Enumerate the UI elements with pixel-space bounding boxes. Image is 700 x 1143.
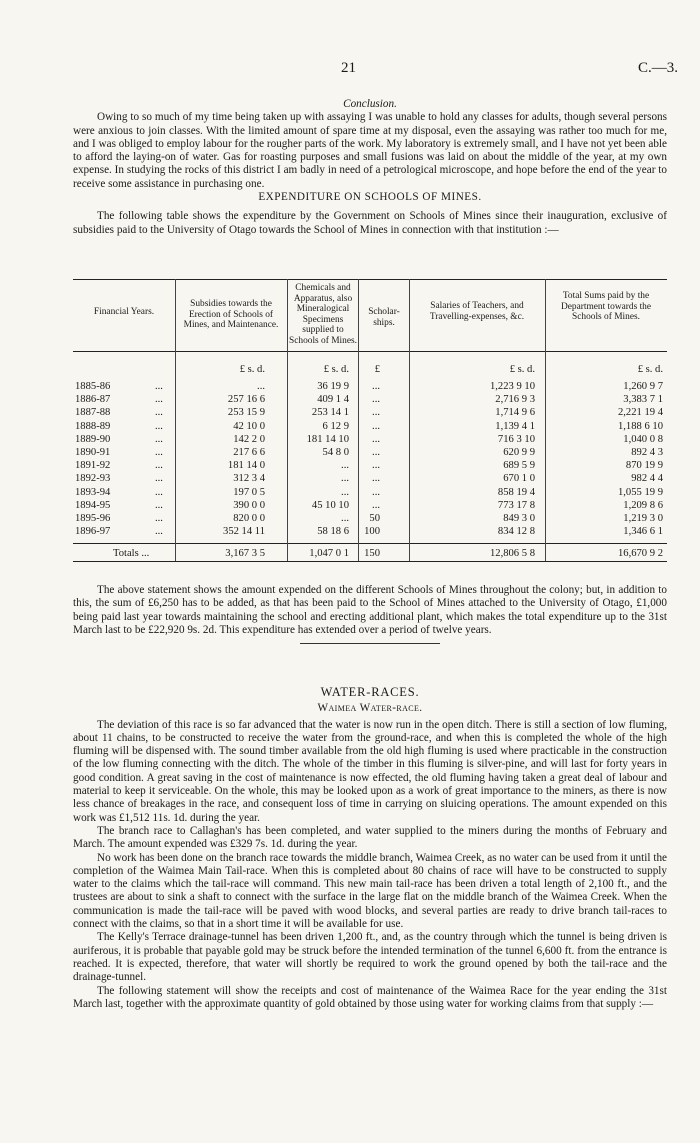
table-cell-year: 1885-86 [75, 381, 111, 392]
header-scholarships: Scholar-ships. [368, 307, 400, 328]
table-cell-scholarships: ... [372, 433, 380, 445]
table-cell-total: 1,188 6 10 [617, 420, 663, 432]
table-cell-subsidies: 820 0 0 [233, 513, 265, 524]
table-cell-chemicals: 253 14 1 [311, 407, 349, 419]
water-races-heading: WATER-RACES. [320, 685, 420, 699]
table-cell-dots: ... [155, 420, 163, 432]
totals-total: 16,670 9 2 [617, 548, 663, 559]
water-races-paragraph: The following statement will show the receipts and cost of maintenance of the Waimea Race for the year ending the 31st March last, together with the approximate quantity of gold obtained by those using water for working claims from that supply :— [73, 984, 667, 1010]
totals-scholarships: 150 [364, 548, 380, 559]
totals-salaries: 12,806 5 8 [489, 548, 535, 559]
page-number: 21 [341, 60, 356, 76]
table-cell-salaries: 1,714 9 6 [495, 407, 535, 419]
table-cell-scholarships: ... [372, 499, 380, 511]
table-cell-scholarships: 50 [369, 513, 380, 524]
totals-chemicals: 1,047 0 1 [309, 548, 349, 559]
table-cell-year: 1887-88 [75, 407, 111, 419]
conclusion-section [73, 98, 667, 237]
totals-subsidies: 3,167 3 5 [225, 548, 265, 559]
table-cell-year: 1889-90 [75, 433, 111, 445]
table-cell-salaries: 1,223 9 10 [489, 381, 535, 392]
unit-scholarships: £ [374, 364, 380, 375]
conclusion-paragraph: Owing to so much of my time being taken up with assaying I was unable to hold any classes for adults, though several persons were anxious to join classes. With the limited amount of spare time at my disposal, even the assaying was rather too much for me, and I was obliged to employ labour for the rougher parts of the work. My laboratory is extremely small, and I have not yet been able to afford the laying-on of water. Gas for roasting purposes and small fusions was laid on about the middle of the year, at my own expense. In studying the rocks of this district I am badly in need of a petrological microscope, and hope before the end of the year to receive some assistance in purchasing one. [73, 111, 667, 190]
table-cell-dots: ... [155, 394, 163, 406]
table-cell-year: 1894-95 [75, 499, 111, 511]
table-cell-total: 1,209 8 6 [623, 499, 663, 511]
header-salaries: Salaries of Teachers, and Travelling-expenses, &c. [429, 301, 525, 322]
table-cell-total: 892 4 3 [631, 447, 663, 458]
table-cell-dots: ... [155, 447, 163, 458]
table-cell-total: 1,260 9 7 [623, 381, 663, 392]
table-cell-year: 1895-96 [75, 513, 111, 524]
table-cell-scholarships: ... [372, 407, 380, 419]
table-cell-year: 1896-97 [75, 526, 111, 538]
table-cell-scholarships: 100 [364, 526, 380, 538]
table-cell-subsidies: 142 2 0 [233, 433, 265, 445]
table-cell-dots: ... [155, 381, 163, 392]
table-cell-dots: ... [155, 499, 163, 511]
table-cell-subsidies: 197 0 5 [233, 486, 265, 498]
water-races-paragraph: The deviation of this race is so far advanced that the water is now run in the open ditch. There is still a section of low fluming, about 11 chains, to be constructed to receive the water from the ground-race, and when this is completed the whole of the high fluming will be dispensed with. The sound timber available from the old high fluming is used where practicable in the construction of the low fluming connecting with the ditch. The whole of the timber in this fluming is silver-pine, and will last for forty years in good condition. A great saving in the cost of maintenance is now effected, the old fluming having taken a great deal of labour and material to keep it serviceable. On the whole, this may be looked upon as a work of great importance to the miners, as there is now less chance of breakages in the race, and consequent loss of time in carrying on sluicing operations. The amount expended on this work was £1,512 11s. 1d. during the year. [73, 718, 667, 824]
water-races-section [73, 686, 667, 1011]
table-cell-dots: ... [155, 460, 163, 472]
table-cell-dots: ... [155, 433, 163, 445]
header-total: Total Sums paid by the Department towards the Schools of Mines. [560, 291, 652, 323]
unit-chemicals: £ s. d. [323, 364, 349, 375]
expenditure-summary-section [73, 584, 667, 644]
table-cell-chemicals: 181 14 10 [306, 433, 349, 445]
table-cell-dots: ... [155, 407, 163, 419]
table-cell-scholarships: ... [372, 381, 380, 392]
table-cell-chemicals: 6 12 9 [322, 420, 349, 432]
expenditure-heading: EXPENDITURE ON SCHOOLS OF MINES. [258, 191, 482, 204]
table-cell-salaries: 620 9 9 [503, 447, 535, 458]
section-divider [300, 643, 440, 644]
table-cell-total: 982 4 4 [631, 473, 663, 485]
table-cell-total: 1,219 3 0 [623, 513, 663, 524]
water-races-paragraph: No work has been done on the branch race towards the middle branch, Waimea Creek, as no water can be used from it until the completion of the Waimea Main Tail-race. When this is completed about 80 chains of race will have to be constructed to supply water to the claims which the tail-race will command. This new main tail-race has been driven a total length of 2,100 ft., and the trustees are about to sink a shaft to connect with the surface in the large flat on the middle branch of the Waimea Creek. When the communication is made the tail-race will be paved with wood blocks, and several parties are ready to drive branch tail-races to connect with the claims, so that in a short time it will be available for use. [73, 851, 667, 931]
waimea-subheading: Waimea Water-race. [317, 702, 423, 715]
totals-label: Totals ... [113, 548, 150, 559]
table-cell-chemicals: 54 8 0 [322, 447, 349, 458]
table-cell-year: 1893-94 [75, 486, 111, 498]
table-cell-total: 1,346 6 1 [623, 526, 663, 538]
table-cell-total: 870 19 9 [625, 460, 663, 472]
table-cell-salaries: 689 5 9 [503, 460, 535, 472]
table-cell-chemicals: ... [341, 513, 349, 524]
table-cell-dots: ... [155, 526, 163, 538]
expenditure-summary: The above statement shows the amount expended on the different Schools of Mines throughout the colony; but, in addition to this, the sum of £6,250 has to be added, as that has been paid to the School of Mines attached to the University of Otago, £1,000 being paid last year towards maintaining the school and erecting additional plant, which makes the total expenditure up to the 31st March last to be £22,920 9s. 2d. This expenditure has extended over a period of twelve years. [73, 584, 667, 636]
table-cell-salaries: 670 1 0 [503, 473, 535, 485]
table-cell-scholarships: ... [372, 394, 380, 406]
table-cell-salaries: 858 19 4 [497, 486, 535, 498]
unit-subsidies: £ s. d. [239, 364, 265, 375]
table-cell-year: 1891-92 [75, 460, 111, 472]
table-cell-scholarships: ... [372, 473, 380, 485]
table-cell-scholarships: ... [372, 447, 380, 458]
table-cell-salaries: 1,139 4 1 [495, 420, 535, 432]
table-cell-total: 1,055 19 9 [617, 486, 663, 498]
table-cell-subsidies: 42 10 0 [233, 420, 265, 432]
table-cell-dots: ... [155, 486, 163, 498]
table-cell-chemicals: ... [341, 460, 349, 472]
expenditure-table [73, 279, 667, 562]
table-cell-dots: ... [155, 473, 163, 485]
table-cell-subsidies: 257 16 6 [227, 394, 265, 406]
table-cell-subsidies: 312 3 4 [233, 473, 265, 485]
table-cell-salaries: 2,716 9 3 [495, 394, 535, 406]
water-races-paragraph: The branch race to Callaghan's has been completed, and water supplied to the miners during the months of February and March. The amount expended was £329 7s. 1d. during the year. [73, 824, 667, 851]
table-cell-chemicals: ... [341, 473, 349, 485]
table-cell-scholarships: ... [372, 420, 380, 432]
table-cell-dots: ... [155, 513, 163, 524]
table-cell-subsidies: ... [257, 381, 265, 392]
table-cell-salaries: 849 3 0 [503, 513, 535, 524]
table-cell-salaries: 773 17 8 [497, 499, 535, 511]
header-subsidies: Subsidies towards the Erection of Schools of Mines, and Maintenance. [183, 299, 279, 331]
table-cell-year: 1888-89 [75, 420, 111, 432]
table-cell-subsidies: 390 0 0 [233, 499, 265, 511]
document-reference: C.—3. [637, 60, 678, 76]
table-cell-subsidies: 181 14 0 [227, 460, 265, 472]
expenditure-intro: The following table shows the expenditure by the Government on Schools of Mines since their inauguration, exclusive of subsidies paid to the University of Otago towards the School of Mines in connection with that institution :— [73, 210, 667, 236]
page-header [0, 62, 700, 82]
table-cell-subsidies: 217 6 6 [233, 447, 265, 458]
table-cell-salaries: 834 12 8 [497, 526, 535, 538]
table-cell-chemicals: ... [341, 486, 349, 498]
table-cell-chemicals: 45 10 10 [311, 499, 349, 511]
table-cell-total: 3,383 7 1 [623, 394, 663, 406]
table-cell-year: 1886-87 [75, 394, 111, 406]
header-chemicals: Chemicals and Apparatus, also Mineralogical Specimens supplied to Schools of Mines. [289, 283, 357, 346]
table-cell-chemicals: 409 1 4 [317, 394, 349, 406]
water-races-paragraph: The Kelly's Terrace drainage-tunnel has been driven 1,200 ft., and, as the country through which the tunnel is being driven is auriferous, it is probable that payable gold may be struck before the intended termination of the tunnel 6,600 ft. from the entrance is reached. It is expected, therefore, that water will shortly be required to work the ground opened by both the tail-race and the drainage-tunnel. [73, 931, 667, 984]
table-cell-total: 1,040 0 8 [623, 433, 663, 445]
table-cell-year: 1890-91 [75, 447, 111, 458]
table-cell-year: 1892-93 [75, 473, 111, 485]
table-cell-scholarships: ... [372, 486, 380, 498]
table-cell-total: 2,221 19 4 [617, 407, 663, 419]
conclusion-heading: Conclusion. [343, 98, 397, 110]
table-cell-subsidies: 352 14 11 [223, 526, 265, 538]
table-cell-scholarships: ... [372, 460, 380, 472]
header-financial-years: Financial Years. [93, 307, 155, 317]
table-cell-chemicals: 58 18 6 [317, 526, 349, 538]
table-cell-chemicals: 36 19 9 [317, 381, 349, 392]
table-cell-subsidies: 253 15 9 [227, 407, 265, 419]
table-cell-salaries: 716 3 10 [497, 433, 535, 445]
unit-total: £ s. d. [637, 364, 663, 375]
unit-salaries: £ s. d. [509, 364, 535, 375]
